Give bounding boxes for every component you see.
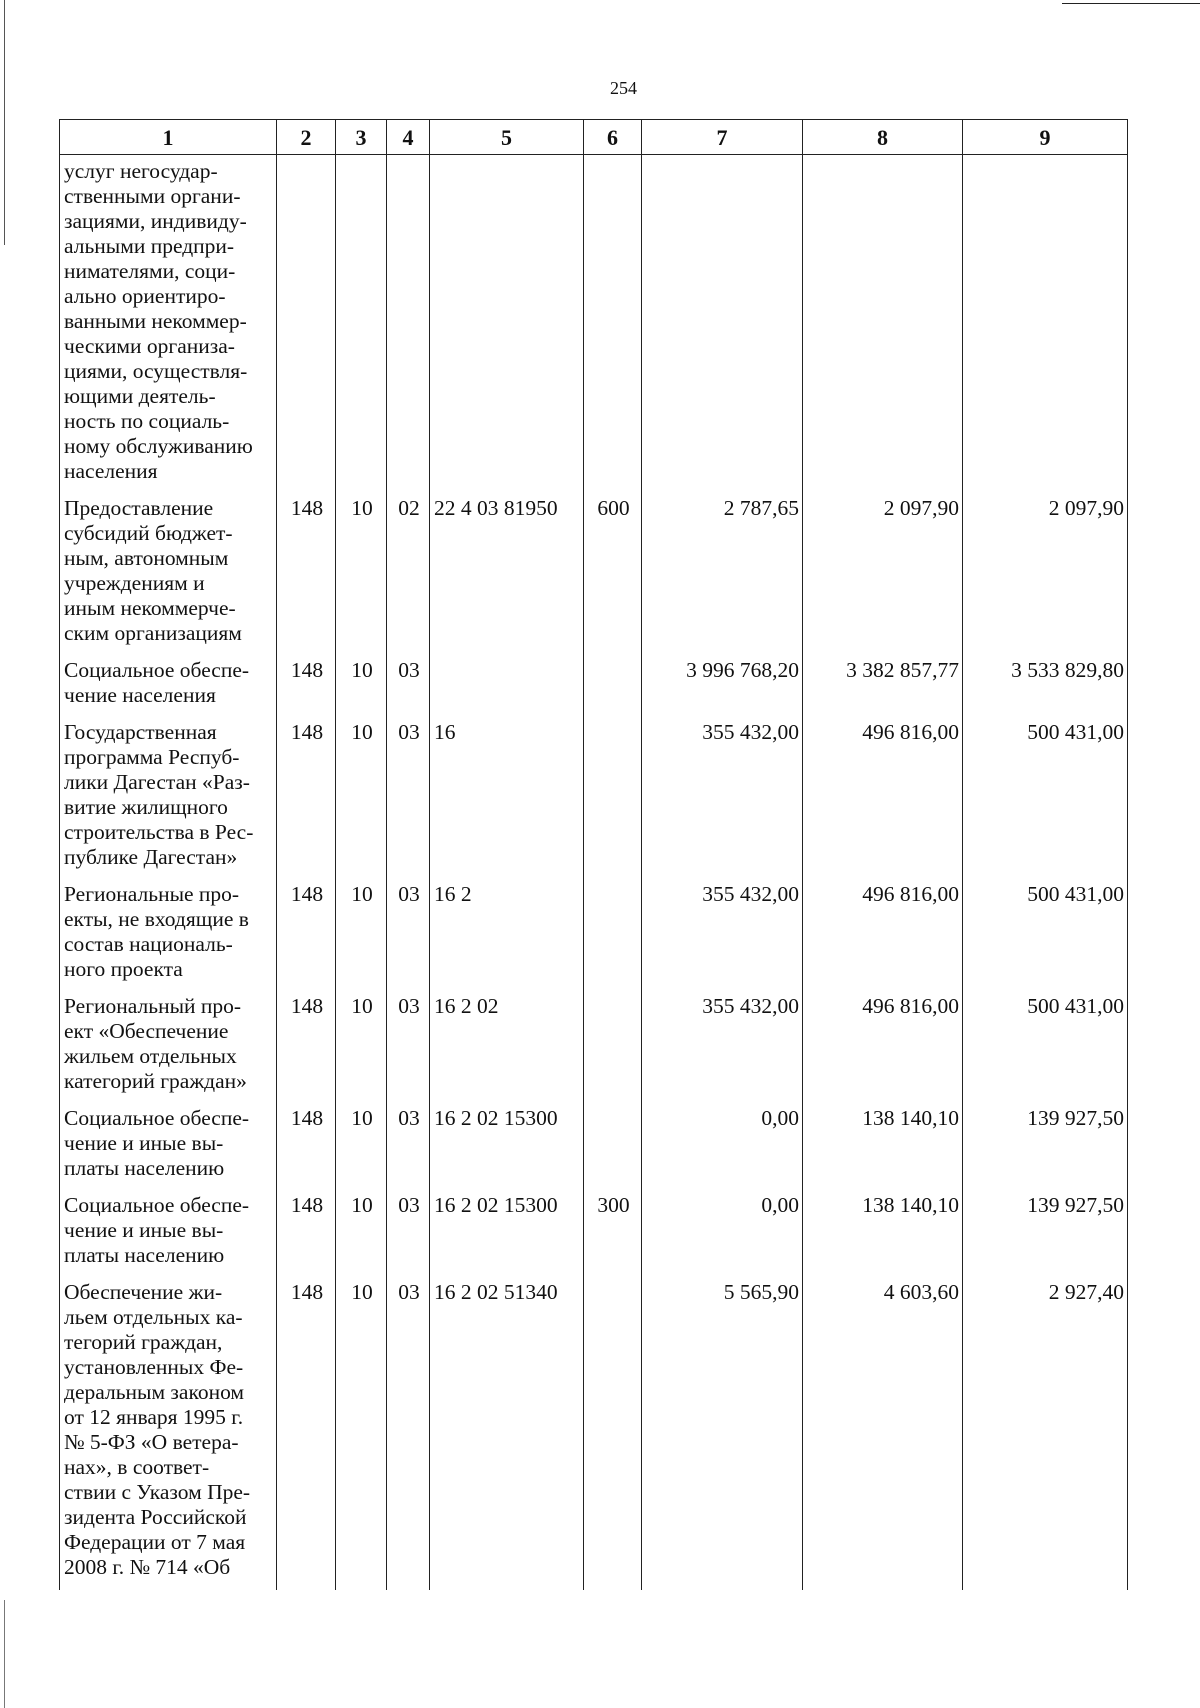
table-row: [60, 490, 1128, 652]
cell-amount-8: 138 140,10: [803, 1187, 963, 1274]
cell-amount-8: 496 816,00: [803, 876, 963, 988]
cell-expense-type: [584, 155, 642, 491]
top-edge-rule: [1062, 3, 1200, 4]
continuation-cell: [277, 1586, 336, 1590]
cell-target-article: 16 2 02: [430, 988, 584, 1100]
cell-subsection: 02: [387, 490, 430, 652]
col-header-5: 5: [430, 120, 584, 155]
cell-amount-9: 500 431,00: [963, 714, 1128, 876]
col-header-3: 3: [336, 120, 387, 155]
cell-expense-type: [584, 652, 642, 714]
cell-expense-type: [584, 988, 642, 1100]
row-description: Предоставление субсидий бюджет- ным, автономным учреждениям и иным некоммерче- ским организациям: [60, 490, 277, 652]
col-header-2: 2: [277, 120, 336, 155]
table-row: [60, 1187, 1128, 1274]
cell-amount-8: 4 603,60: [803, 1274, 963, 1586]
cell-amount-9: 139 927,50: [963, 1187, 1128, 1274]
cell-amount-7: 355 432,00: [642, 988, 803, 1100]
cell-section: 10: [336, 714, 387, 876]
cell-amount-9: 3 533 829,80: [963, 652, 1128, 714]
cell-amount-8: 3 382 857,77: [803, 652, 963, 714]
cell-target-article: 16: [430, 714, 584, 876]
cell-ministry-code: 148: [277, 1187, 336, 1274]
cell-expense-type: [584, 1100, 642, 1187]
cell-section: 10: [336, 1187, 387, 1274]
budget-table: [59, 119, 1128, 1590]
col-header-4: 4: [387, 120, 430, 155]
cell-amount-7: 355 432,00: [642, 876, 803, 988]
cell-section: 10: [336, 876, 387, 988]
cell-subsection: 03: [387, 1274, 430, 1586]
row-description: Социальное обеспе- чение и иные вы- платы населению: [60, 1100, 277, 1187]
cell-amount-7: 0,00: [642, 1187, 803, 1274]
scan-edge-line-lower: [4, 1600, 5, 1708]
cell-target-article: 16 2 02 15300: [430, 1100, 584, 1187]
row-description: Региональный про- ект «Обеспечение жильем отдельных категорий граждан»: [60, 988, 277, 1100]
continuation-cell: [642, 1586, 803, 1590]
cell-ministry-code: 148: [277, 1100, 336, 1187]
cell-expense-type: 300: [584, 1187, 642, 1274]
continuation-cell: [387, 1586, 430, 1590]
cell-amount-8: 496 816,00: [803, 988, 963, 1100]
cell-amount-8: 138 140,10: [803, 1100, 963, 1187]
row-description: Социальное обеспе- чение населения: [60, 652, 277, 714]
cell-ministry-code: 148: [277, 714, 336, 876]
table-row: [60, 155, 1128, 491]
col-header-8: 8: [803, 120, 963, 155]
cell-section: 10: [336, 1100, 387, 1187]
cell-ministry-code: 148: [277, 1274, 336, 1586]
table-row: [60, 1274, 1128, 1586]
row-description: Государственная программа Респуб- лики Дагестан «Раз- витие жилищного строительства в Рес- публике Дагестан»: [60, 714, 277, 876]
scan-edge-line: [4, 0, 5, 245]
table-header-row: [60, 120, 1128, 155]
cell-section: 10: [336, 490, 387, 652]
cell-subsection: 03: [387, 714, 430, 876]
cell-amount-9: 500 431,00: [963, 876, 1128, 988]
cell-ministry-code: 148: [277, 490, 336, 652]
table-row: [60, 988, 1128, 1100]
row-description: Региональные про- екты, не входящие в состав националь- ного проекта: [60, 876, 277, 988]
cell-expense-type: [584, 714, 642, 876]
cell-subsection: 03: [387, 1100, 430, 1187]
cell-amount-7: 3 996 768,20: [642, 652, 803, 714]
cell-section: 10: [336, 652, 387, 714]
cell-target-article: 16 2 02 51340: [430, 1274, 584, 1586]
cell-subsection: 03: [387, 988, 430, 1100]
cell-amount-7: 2 787,65: [642, 490, 803, 652]
table-row: [60, 876, 1128, 988]
table-row: [60, 652, 1128, 714]
cell-amount-9: 2 097,90: [963, 490, 1128, 652]
cell-expense-type: [584, 876, 642, 988]
cell-section: 10: [336, 1274, 387, 1586]
cell-ministry-code: [277, 155, 336, 491]
cell-subsection: 03: [387, 876, 430, 988]
row-description: Социальное обеспе- чение и иные вы- платы населению: [60, 1187, 277, 1274]
cell-expense-type: 600: [584, 490, 642, 652]
page-number: 254: [610, 78, 637, 98]
cell-target-article: [430, 652, 584, 714]
table-row: [60, 1100, 1128, 1187]
cell-amount-8: [803, 155, 963, 491]
cell-target-article: [430, 155, 584, 491]
cell-ministry-code: 148: [277, 652, 336, 714]
cell-section: [336, 155, 387, 491]
row-description: Обеспечение жи- льем отдельных ка- тегорий граждан, установленных Фе- деральным законом от 12 января 1995 г. № 5-ФЗ «О ветера- нах», в соответ- ствии с Указом Пре- зидента Российской Федерации от 7 мая 2008 г. № 714 «Об: [60, 1274, 277, 1586]
cell-amount-9: 139 927,50: [963, 1100, 1128, 1187]
table-row: [60, 714, 1128, 876]
cell-subsection: [387, 155, 430, 491]
cell-expense-type: [584, 1274, 642, 1586]
cell-amount-9: [963, 155, 1128, 491]
col-header-1: 1: [60, 120, 277, 155]
col-header-7: 7: [642, 120, 803, 155]
row-description: услуг негосудар- ственными органи- зациями, индивиду- альными предпри- нимателями, соци- ально ориентиро- ванными некоммер- ческими организа- циями, осуществля- ющими деятель- ность по социаль- ному обслуживанию населения: [60, 155, 277, 491]
cell-subsection: 03: [387, 652, 430, 714]
continuation-cell: [803, 1586, 963, 1590]
cell-target-article: 22 4 03 81950: [430, 490, 584, 652]
cell-ministry-code: 148: [277, 876, 336, 988]
cell-amount-7: [642, 155, 803, 491]
cell-section: 10: [336, 988, 387, 1100]
cell-amount-7: 0,00: [642, 1100, 803, 1187]
cell-amount-8: 496 816,00: [803, 714, 963, 876]
continuation-cell: [963, 1586, 1128, 1590]
continuation-cell: [336, 1586, 387, 1590]
cell-amount-8: 2 097,90: [803, 490, 963, 652]
table-continuation-row: [60, 1586, 1128, 1590]
col-header-6: 6: [584, 120, 642, 155]
continuation-cell: [584, 1586, 642, 1590]
cell-amount-9: 500 431,00: [963, 988, 1128, 1100]
continuation-cell: [60, 1586, 277, 1590]
cell-subsection: 03: [387, 1187, 430, 1274]
cell-target-article: 16 2: [430, 876, 584, 988]
continuation-cell: [430, 1586, 584, 1590]
cell-target-article: 16 2 02 15300: [430, 1187, 584, 1274]
cell-amount-7: 355 432,00: [642, 714, 803, 876]
cell-amount-9: 2 927,40: [963, 1274, 1128, 1586]
cell-amount-7: 5 565,90: [642, 1274, 803, 1586]
col-header-9: 9: [963, 120, 1128, 155]
cell-ministry-code: 148: [277, 988, 336, 1100]
